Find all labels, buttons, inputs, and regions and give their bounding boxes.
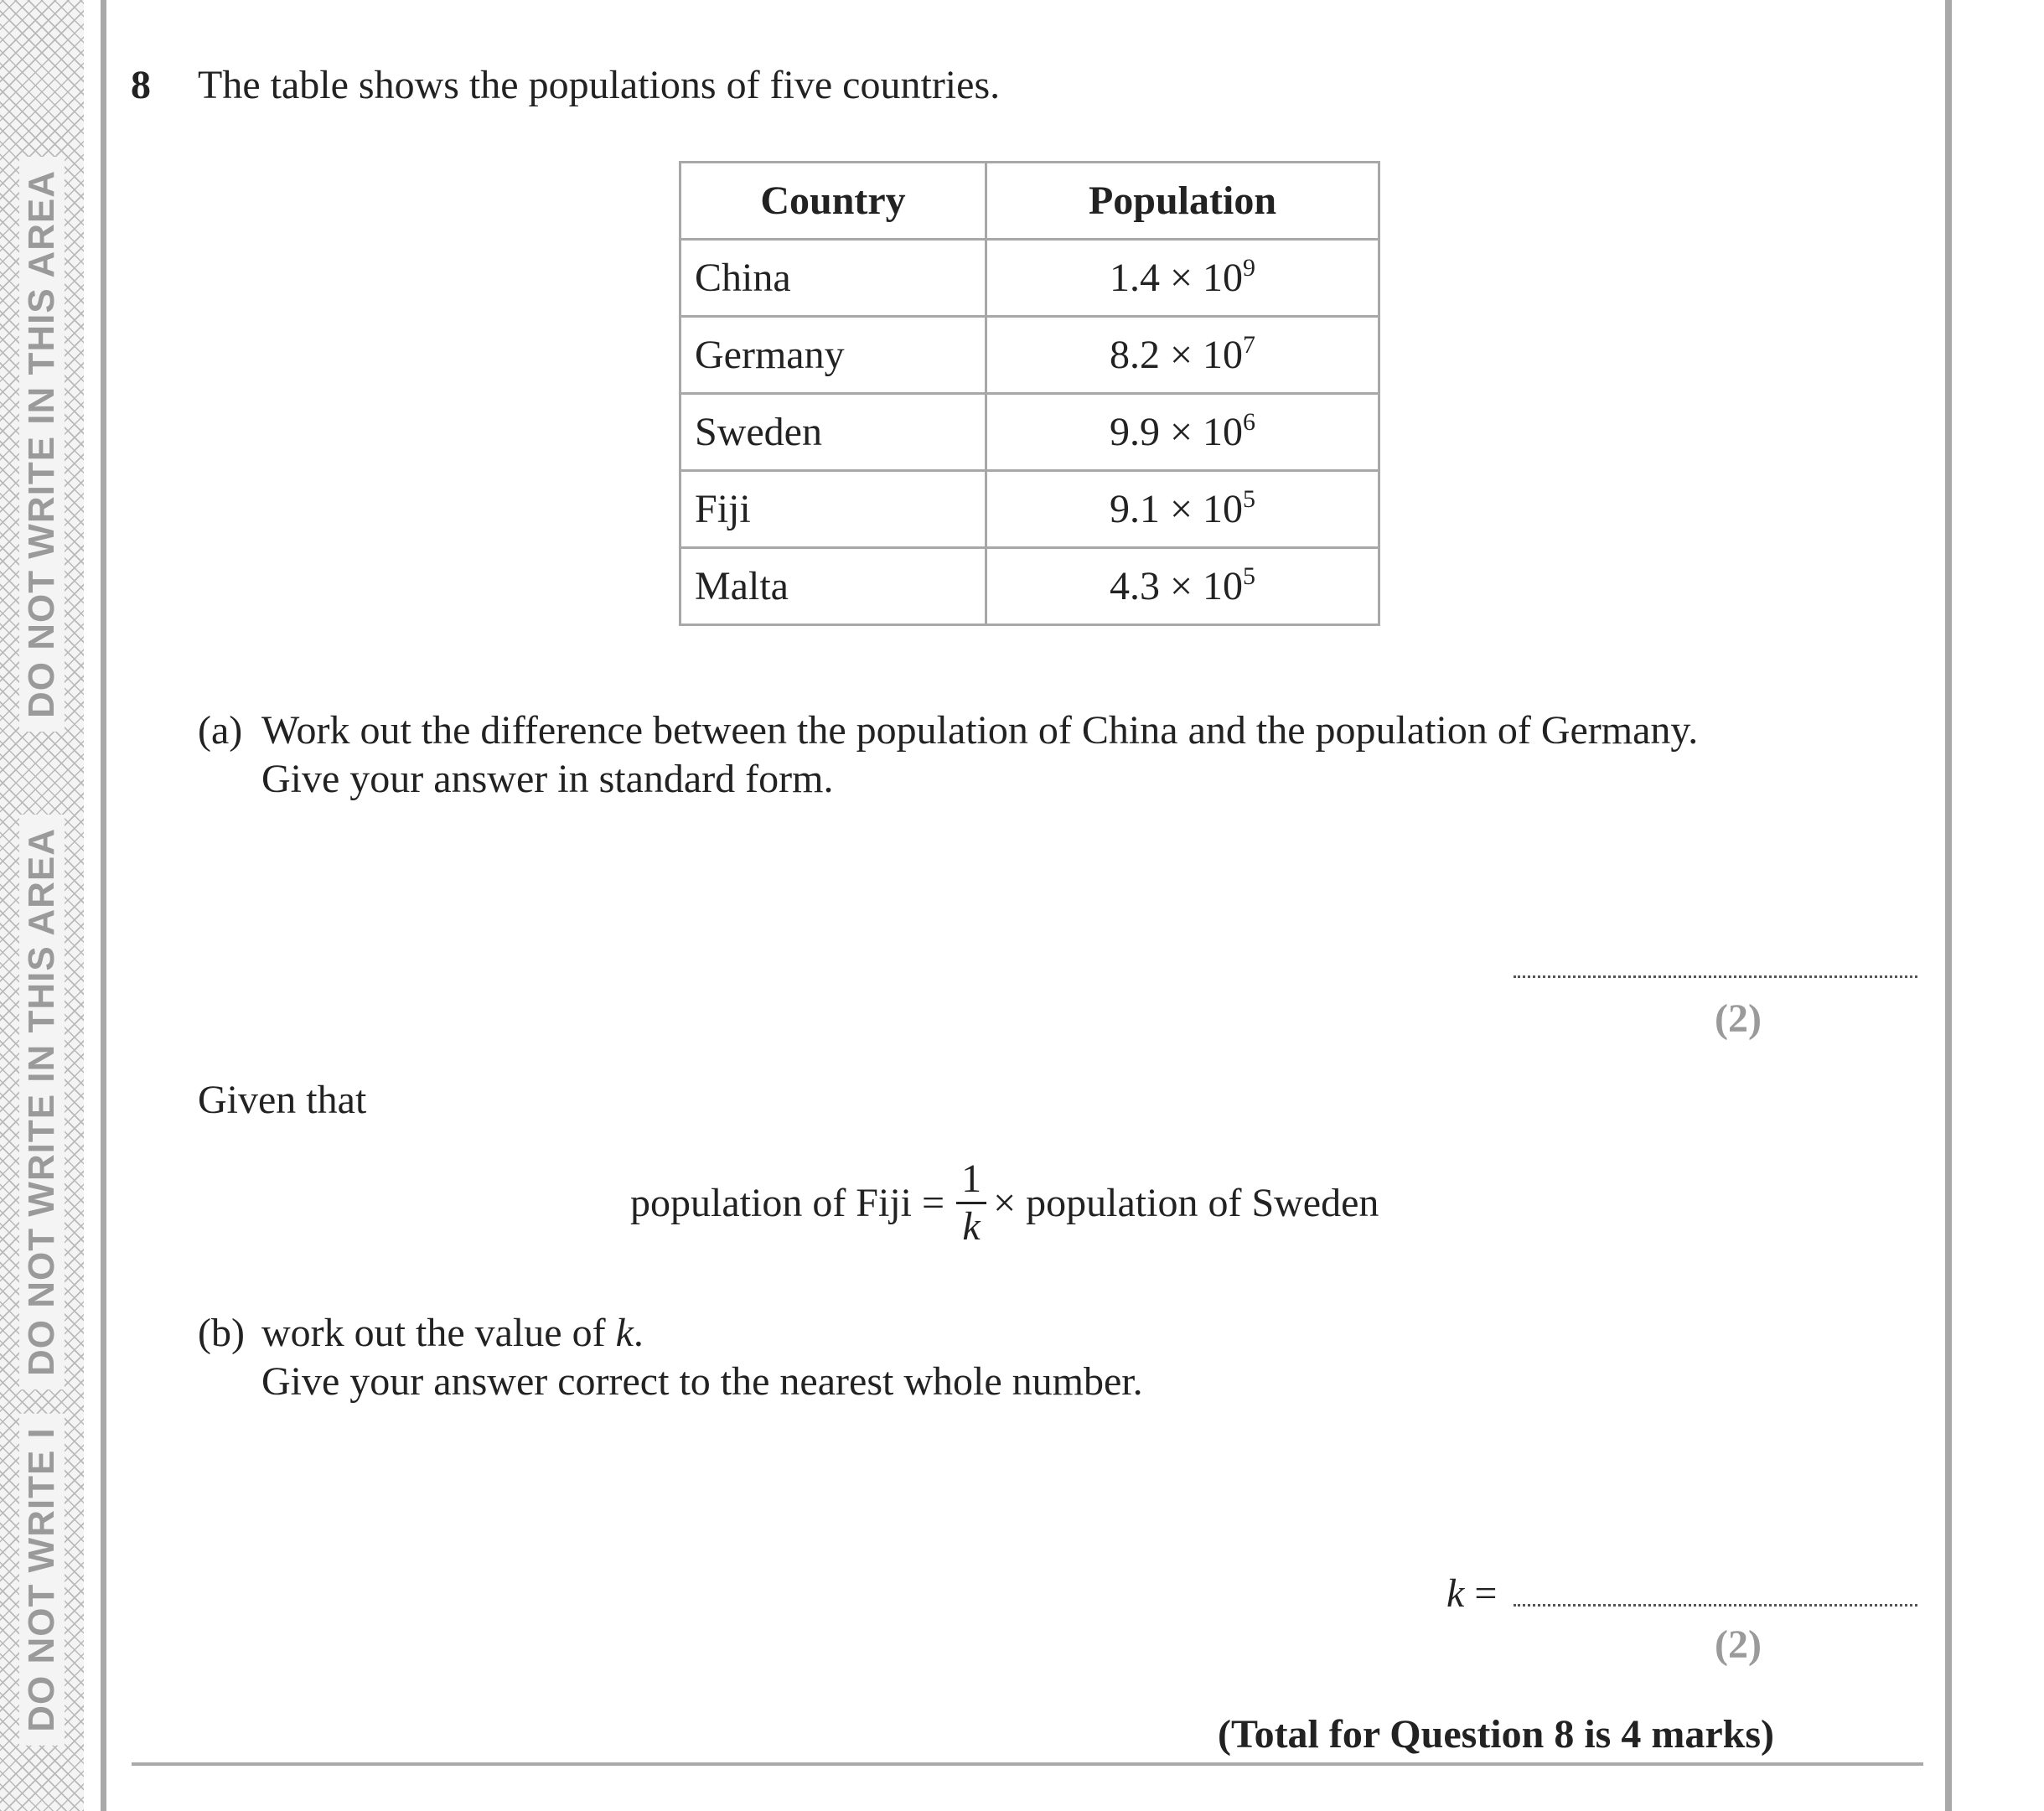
- country-cell: China: [680, 240, 986, 317]
- question-intro: The table shows the populations of five countries.: [198, 63, 1001, 107]
- part-b-line2: Give your answer correct to the nearest whole number.: [261, 1359, 1143, 1404]
- part-a-line2: Give your answer in standard form.: [261, 757, 834, 801]
- marks-a: (2): [1715, 996, 1762, 1041]
- answer-k-label: [1446, 1569, 1497, 1619]
- fraction: [956, 1156, 986, 1250]
- table-header-row: [680, 163, 1379, 240]
- population-exponent: 5: [1243, 485, 1256, 513]
- bottom-rule: [132, 1762, 1923, 1766]
- population-exponent: 7: [1243, 331, 1256, 359]
- table-row: [680, 394, 1379, 471]
- population-mantissa: 8.2 × 10: [1109, 333, 1244, 377]
- given-equation: [630, 1156, 1379, 1250]
- population-mantissa: 9.1 × 10: [1109, 487, 1244, 531]
- marks-b: (2): [1715, 1622, 1762, 1667]
- part-b-line1: [261, 1308, 644, 1358]
- part-a-line1: Work out the difference between the population of China and the population of Germany.: [261, 708, 1699, 753]
- population-cell: [986, 548, 1379, 625]
- fraction-numerator: 1: [956, 1156, 986, 1204]
- table-row: [680, 317, 1379, 394]
- table-row: [680, 240, 1379, 317]
- margin-label-middle: DO NOT WRITE IN THIS AREA: [19, 815, 65, 1389]
- population-mantissa: 9.9 × 10: [1109, 410, 1244, 454]
- population-cell: [986, 240, 1379, 317]
- part-b-line1-prefix: work out the value of: [261, 1311, 616, 1355]
- answer-k-var: k: [1446, 1571, 1465, 1616]
- header-country: Country: [680, 163, 986, 240]
- total-marks: (Total for Question 8 is 4 marks): [1217, 1712, 1774, 1757]
- population-cell: [986, 471, 1379, 548]
- equation-rhs: × population of Sweden: [993, 1181, 1379, 1225]
- page-border-right: [1945, 0, 1952, 1811]
- answer-line-a[interactable]: [1514, 975, 1917, 978]
- equation-lhs: population of Fiji =: [630, 1181, 945, 1225]
- country-cell: Fiji: [680, 471, 986, 548]
- population-exponent: 5: [1243, 562, 1256, 590]
- population-cell: [986, 394, 1379, 471]
- table-row: [680, 548, 1379, 625]
- population-exponent: 6: [1243, 408, 1256, 436]
- table-row: [680, 471, 1379, 548]
- question-number: 8: [131, 63, 151, 107]
- margin-label-top: DO NOT WRITE IN THIS AREA: [19, 157, 65, 732]
- part-a-label: (a): [198, 708, 243, 753]
- population-exponent: 9: [1243, 254, 1256, 282]
- part-b-variable: k: [615, 1311, 634, 1355]
- population-mantissa: 4.3 × 10: [1109, 564, 1244, 608]
- header-population: Population: [986, 163, 1379, 240]
- do-not-write-margin: [0, 0, 84, 1811]
- population-table: [679, 161, 1380, 626]
- country-cell: Malta: [680, 548, 986, 625]
- given-that-text: Given that: [198, 1078, 367, 1122]
- population-cell: [986, 317, 1379, 394]
- answer-line-b[interactable]: [1514, 1604, 1917, 1607]
- answer-k-eq: =: [1464, 1571, 1498, 1616]
- part-b-line1-suffix: .: [633, 1311, 644, 1355]
- country-cell: Germany: [680, 317, 986, 394]
- margin-label-bottom: DO NOT WRITE I: [19, 1414, 65, 1746]
- page-border-left: [101, 0, 106, 1811]
- part-b-label: (b): [198, 1311, 245, 1355]
- fraction-denominator: k: [962, 1204, 981, 1249]
- population-mantissa: 1.4 × 10: [1109, 256, 1244, 300]
- country-cell: Sweden: [680, 394, 986, 471]
